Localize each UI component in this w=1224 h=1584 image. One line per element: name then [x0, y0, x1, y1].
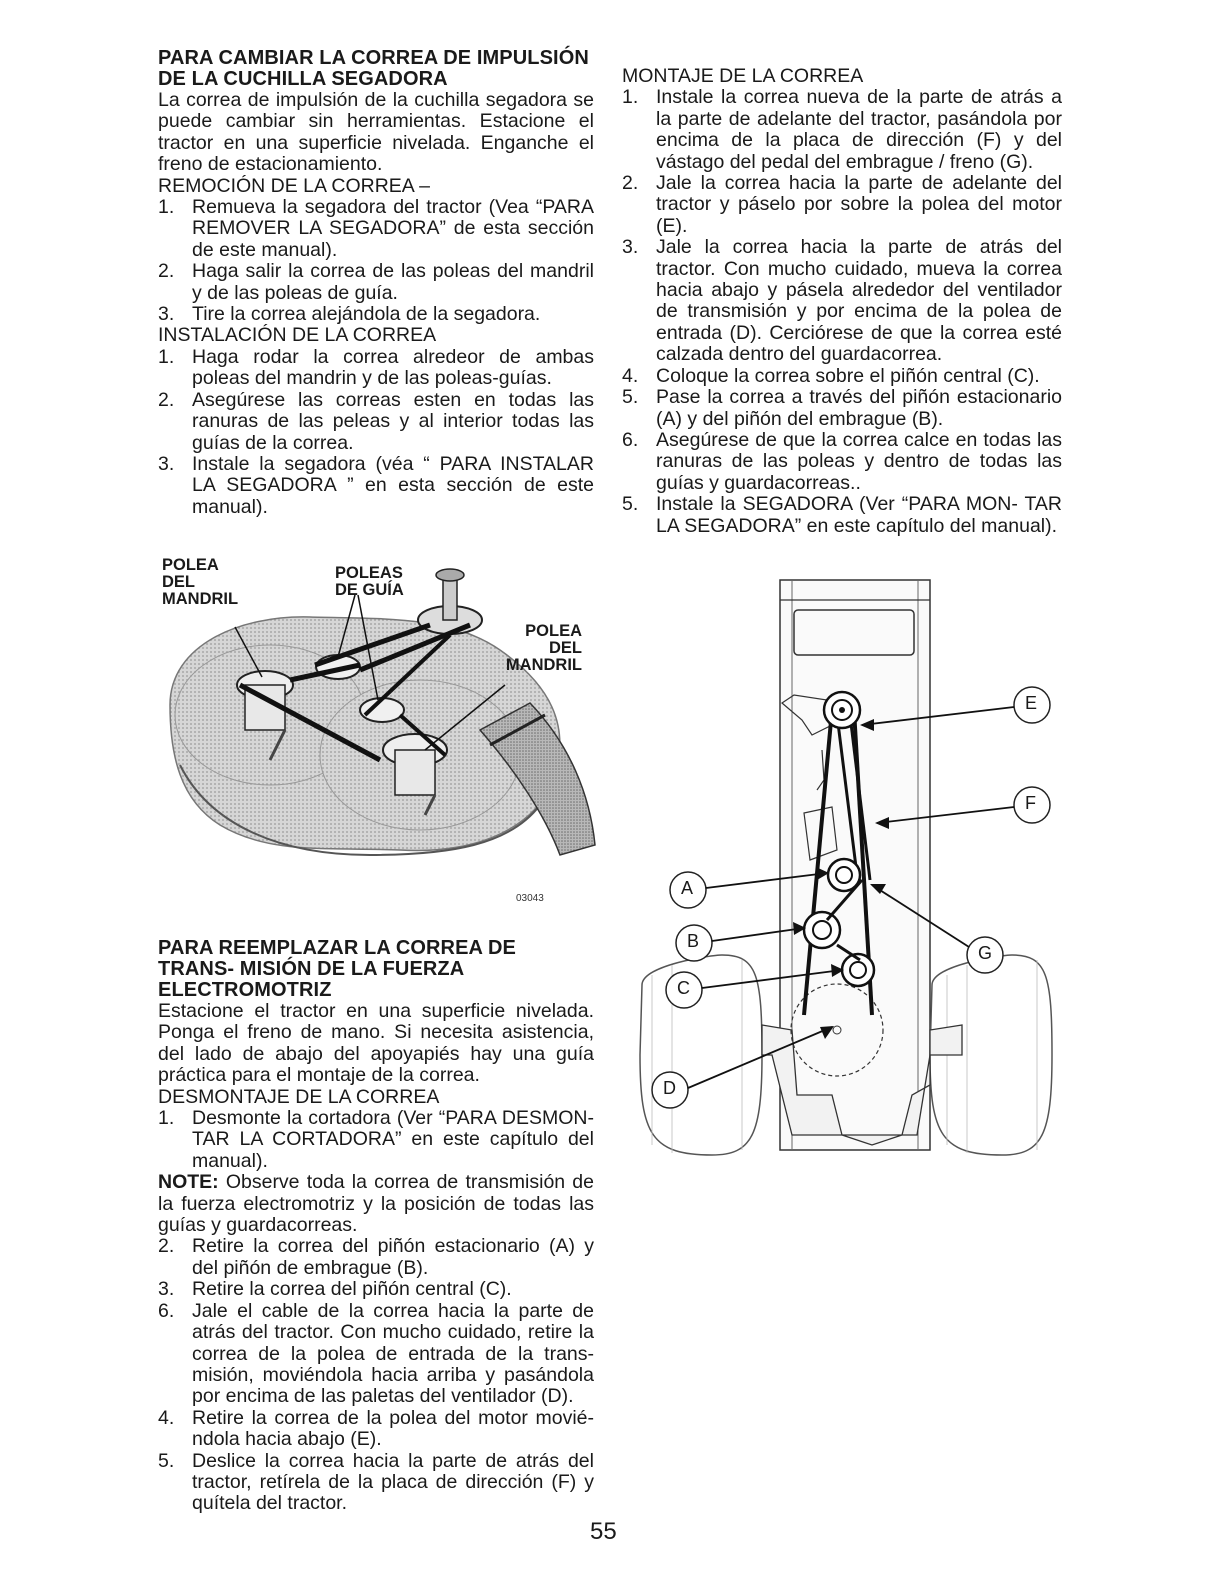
- step-number: 4.: [622, 364, 639, 387]
- step-number: 2.: [622, 172, 639, 195]
- section-heading-pto-belt: PARA REEMPLAZAR LA CORREA DE TRANS- MISIÓN DE LA FUERZA ELECTROMOTRIZ: [158, 937, 516, 1001]
- step-item: [158, 1451, 594, 1515]
- step-item: [622, 237, 1062, 365]
- note-text: Observe toda la correa de transmisión de la fuerza electromotriz y la posición de todas las guías y guardacorreas.: [158, 1171, 594, 1237]
- mower-deck-figure: [150, 555, 600, 905]
- note-paragraph: [158, 1172, 594, 1236]
- note-label: NOTE:: [158, 1171, 219, 1194]
- step-number: 2.: [158, 388, 175, 411]
- subheading-belt-install: INSTALACIÓN DE LA CORREA: [158, 324, 437, 347]
- tractor-underside-illustration: [632, 575, 1056, 1225]
- left-column-lower: [158, 938, 594, 1515]
- step-text: Haga rodar la correa alredeor de ambas poleas del mandrin y de las poleas-guías.: [192, 345, 594, 390]
- step-number: 3.: [158, 303, 175, 326]
- step-item: [158, 1108, 594, 1172]
- step-number: 1.: [622, 86, 639, 109]
- step-number: 3.: [158, 1278, 175, 1301]
- step-item: [158, 197, 594, 261]
- callout-b: B: [687, 931, 700, 951]
- callout-d: D: [663, 1078, 676, 1098]
- tractor-belt-routing-figure: [632, 575, 1056, 1225]
- step-item: [158, 1279, 594, 1300]
- removal-steps-list: [158, 197, 594, 325]
- step-text: Instale la SEGADORA (Ver “PARA MON- TAR LA SEGADORA” en este capítulo del manual).: [656, 493, 1062, 537]
- subheading-belt-removal: REMOCIÓN DE LA CORREA –: [158, 174, 430, 197]
- step-text: Instale la correa nueva de la parte de atrás a la parte de adelante del tractor, pasándola por encima de la placa de dirección (F) y del vástago del pedal del embrague / freno (G).: [656, 86, 1062, 173]
- section-intro-blade-belt: La correa de impulsión de la cuchilla segadora se puede cambiar sin herramientas. Estacione el tractor en una superficie nivelada. Enganche el freno de estacionamiento.: [158, 89, 594, 176]
- step-text: Retire la correa del piñón central (C).: [192, 1278, 512, 1301]
- step-text: Remueva la segadora del tractor (Vea “PARA REMOVER LA SEGADORA” de esta sección de este manual).: [192, 196, 594, 261]
- step-number: 6.: [158, 1299, 175, 1322]
- right-column: [622, 66, 1062, 537]
- step-item: [158, 304, 594, 325]
- step-number: 1.: [158, 345, 175, 368]
- step-item: [622, 430, 1062, 494]
- step-text: Coloque la correa sobre el piñón central (C).: [656, 364, 1040, 387]
- step-number: 2.: [158, 1235, 175, 1258]
- step-item: [622, 173, 1062, 237]
- step-text: Retire la correa de la polea del motor movié- ndola hacia abajo (E).: [192, 1406, 594, 1451]
- step-text: Tire la correa alejándola de la segadora.: [192, 303, 541, 326]
- install-steps-list: [158, 347, 594, 518]
- step-number: 5.: [622, 386, 639, 409]
- subheading-belt-dismount: DESMONTAJE DE LA CORREA: [158, 1085, 440, 1108]
- label-spindle-pulley-left: POLEA DEL MANDRIL: [162, 556, 239, 608]
- step-text: Haga salir la correa de las poleas del mandril y de las poleas de guía.: [192, 260, 594, 304]
- step-item: [622, 387, 1062, 430]
- callout-c: C: [677, 978, 690, 998]
- step-text: Jale el cable de la correa hacia la parte de atrás del tractor. Con mucho cuidado, retire la correa de la polea de entrada de la trans- misión, moviéndola hacia arriba y pasándola por encima de las paletas del ventilador (D).: [192, 1299, 594, 1408]
- step-text: Asegúrese las correas esten en todas las ranuras de las peleas y al interior todas las guías de la correa.: [192, 388, 594, 454]
- step-item: [158, 454, 594, 518]
- step-item: [622, 366, 1062, 387]
- step-text: Jale la correa hacia la parte de adelante del tractor y páselo por sobre la polea del motor (E).: [656, 172, 1062, 237]
- callout-g: G: [978, 943, 993, 963]
- step-item: [158, 1236, 594, 1279]
- step-number: 4.: [158, 1406, 175, 1429]
- callout-e: E: [1025, 693, 1038, 713]
- callout-f: F: [1025, 793, 1036, 813]
- step-number: 2.: [158, 260, 175, 283]
- step-number: 1.: [158, 196, 175, 219]
- step-text: Jale la correa hacia la parte de atrás del tractor. Con mucho cuidado, mueva la correa hacia abajo y pásela alrededor del ventilador de transmisión y por encima de la polea de entrada (D). Cerciórese de que la correa esté calzada dentro del guardacorrea.: [656, 236, 1062, 366]
- step-text: Asegúrese de que la correa calce en todas las ranuras de las poleas y dentro de todas las guías y guardacorreas..: [656, 428, 1062, 494]
- step-text: Pase la correa a través del piñón estacionario (A) y del piñón del embrague (B).: [656, 386, 1062, 430]
- subheading-belt-mount: MONTAJE DE LA CORREA: [622, 65, 864, 87]
- dismount-steps-list-b: [158, 1236, 594, 1514]
- step-item: [158, 1301, 594, 1408]
- step-number: 5.: [158, 1449, 175, 1472]
- label-guide-pulleys: POLEAS DE GUÍA: [335, 564, 404, 599]
- step-number: 3.: [622, 236, 639, 259]
- left-column: [158, 48, 594, 518]
- step-number: 3.: [158, 452, 175, 475]
- step-text: Deslice la correa hacia la parte de atrás del tractor, retírela de la placa de dirección (F) y quítela del tractor.: [192, 1449, 594, 1515]
- step-item: [158, 1408, 594, 1451]
- page-number: 55: [590, 1518, 617, 1545]
- step-number: 1.: [158, 1107, 175, 1130]
- step-item: [158, 390, 594, 454]
- dismount-steps-list-a: [158, 1108, 594, 1172]
- step-text: Retire la correa del piñón estacionario (A) y del piñón de embrague (B).: [192, 1235, 594, 1279]
- step-number: 5.: [622, 493, 639, 516]
- label-spindle-pulley-right: POLEA DEL MANDRIL: [505, 622, 582, 674]
- section-intro-pto-belt: Estacione el tractor en una superficie nivelada. Ponga el freno de mano. Si necesita asistencia, del lado de abajo del apoyapiés hay una guía práctica para el montaje de la correa.: [158, 1000, 594, 1087]
- step-text: Instale la segadora (véa “ PARA INSTALAR LA SEGADORA ” en esta sección de este manual).: [192, 452, 594, 518]
- step-item: [622, 87, 1062, 173]
- step-item: [158, 347, 594, 390]
- mount-steps-list: [622, 87, 1062, 537]
- step-item: [622, 494, 1062, 537]
- section-heading-blade-belt: PARA CAMBIAR LA CORREA DE IMPULSIÓN DE LA CUCHILLA SEGADORA: [158, 47, 589, 90]
- figure-code: 03043: [516, 893, 544, 904]
- step-text: Desmonte la cortadora (Ver “PARA DESMON- TAR LA CORTADORA” en este capítulo del manual).: [192, 1107, 594, 1172]
- step-item: [158, 261, 594, 304]
- step-number: 6.: [622, 428, 639, 451]
- callout-a: A: [681, 878, 694, 898]
